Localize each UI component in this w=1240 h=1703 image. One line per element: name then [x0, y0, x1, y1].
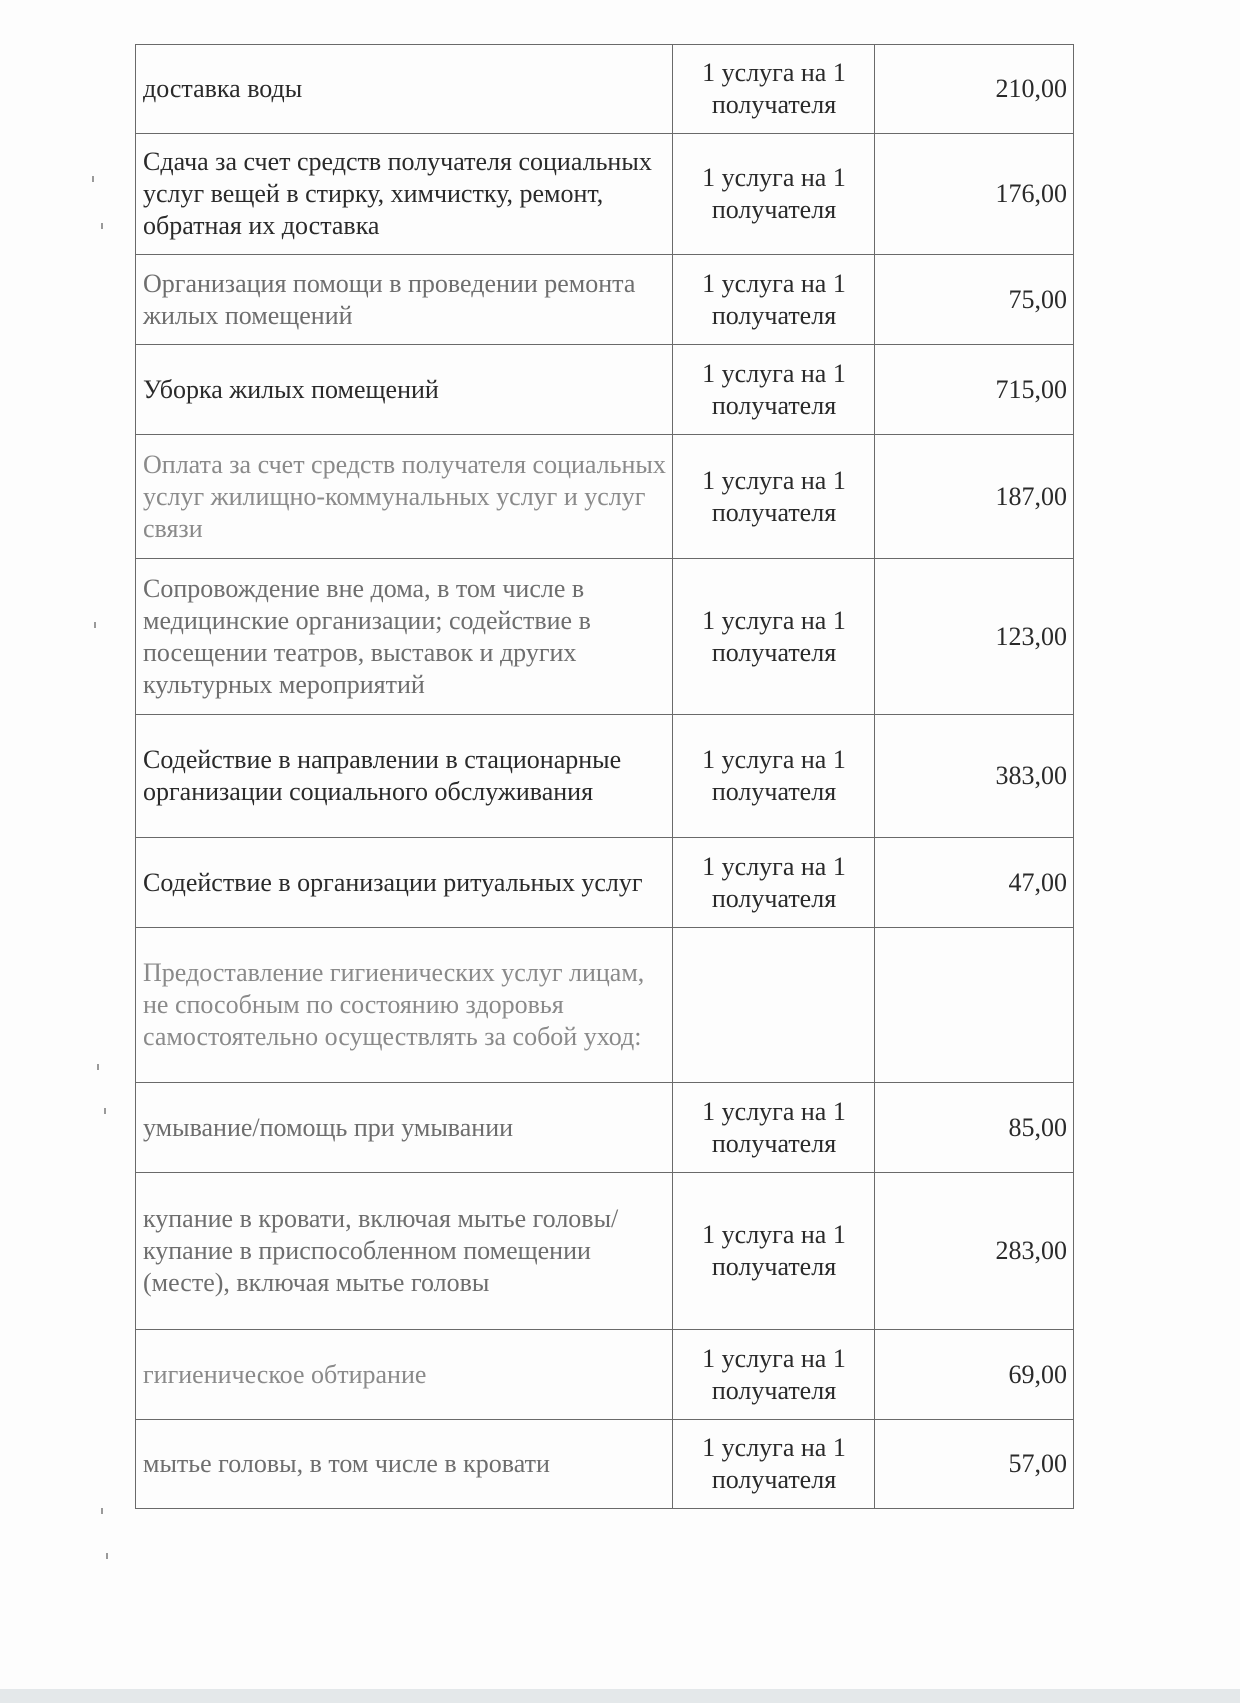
unit-cell: 1 услуга на 1 получателя [673, 1173, 875, 1330]
price-cell: 715,00 [875, 345, 1074, 435]
table-row [136, 838, 1074, 928]
table-row [136, 1083, 1074, 1173]
table-row [136, 345, 1074, 435]
unit-cell: 1 услуга на 1 получателя [673, 559, 875, 715]
price-cell: 75,00 [875, 255, 1074, 345]
service-name-cell: Сопровождение вне дома, в том числе в медицинские организации; содействие в посещении театров, выставок и других культурных мероприятий [136, 559, 673, 715]
table-row [136, 559, 1074, 715]
price-cell: 57,00 [875, 1420, 1074, 1509]
price-cell: 210,00 [875, 45, 1074, 134]
price-cell: 383,00 [875, 715, 1074, 838]
table-row [136, 1173, 1074, 1330]
price-cell: 176,00 [875, 134, 1074, 255]
scan-speck [106, 1553, 108, 1559]
services-price-table [135, 44, 1074, 1509]
price-cell: 69,00 [875, 1330, 1074, 1420]
service-name-cell: Уборка жилых помещений [136, 345, 673, 435]
price-cell: 85,00 [875, 1083, 1074, 1173]
scan-speck [104, 1108, 106, 1114]
scan-speck [94, 622, 96, 628]
table-row [136, 255, 1074, 345]
unit-cell [673, 928, 875, 1083]
price-cell: 123,00 [875, 559, 1074, 715]
unit-cell: 1 услуга на 1 получателя [673, 715, 875, 838]
table-row [136, 715, 1074, 838]
service-name-cell: умывание/помощь при умывании [136, 1083, 673, 1173]
unit-cell: 1 услуга на 1 получателя [673, 255, 875, 345]
service-name-cell: Содействие в организации ритуальных услуг [136, 838, 673, 928]
unit-cell: 1 услуга на 1 получателя [673, 45, 875, 134]
table-row [136, 1330, 1074, 1420]
table-row [136, 45, 1074, 134]
scan-speck [97, 1064, 99, 1070]
service-name-cell: гигиеническое обтирание [136, 1330, 673, 1420]
service-name-cell: Организация помощи в проведении ремонта жилых помещений [136, 255, 673, 345]
table-row [136, 1420, 1074, 1509]
scan-speck [101, 223, 103, 229]
service-name-cell: доставка воды [136, 45, 673, 134]
unit-cell: 1 услуга на 1 получателя [673, 435, 875, 559]
service-name-cell: Оплата за счет средств получателя социальных услуг жилищно-коммунальных услуг и услуг связи [136, 435, 673, 559]
unit-cell: 1 услуга на 1 получателя [673, 838, 875, 928]
service-name-cell: Содействие в направлении в стационарные организации социального обслуживания [136, 715, 673, 838]
table-row [136, 928, 1074, 1083]
unit-cell: 1 услуга на 1 получателя [673, 134, 875, 255]
unit-cell: 1 услуга на 1 получателя [673, 1330, 875, 1420]
price-cell: 187,00 [875, 435, 1074, 559]
scan-edge-band [0, 1689, 1240, 1703]
scan-speck [92, 176, 94, 182]
price-cell: 47,00 [875, 838, 1074, 928]
price-cell: 283,00 [875, 1173, 1074, 1330]
table-row [136, 435, 1074, 559]
service-name-cell: Предоставление гигиенических услуг лицам, не способным по состоянию здоровья самостоятельно осуществлять за собой уход: [136, 928, 673, 1083]
service-name-cell: купание в кровати, включая мытье головы/купание в приспособленном помещении (месте), включая мытье головы [136, 1173, 673, 1330]
unit-cell: 1 услуга на 1 получателя [673, 1420, 875, 1509]
service-name-cell: мытье головы, в том числе в кровати [136, 1420, 673, 1509]
table-row [136, 134, 1074, 255]
price-cell [875, 928, 1074, 1083]
unit-cell: 1 услуга на 1 получателя [673, 345, 875, 435]
service-name-cell: Сдача за счет средств получателя социальных услуг вещей в стирку, химчистку, ремонт, обратная их доставка [136, 134, 673, 255]
scan-speck [101, 1508, 103, 1514]
unit-cell: 1 услуга на 1 получателя [673, 1083, 875, 1173]
